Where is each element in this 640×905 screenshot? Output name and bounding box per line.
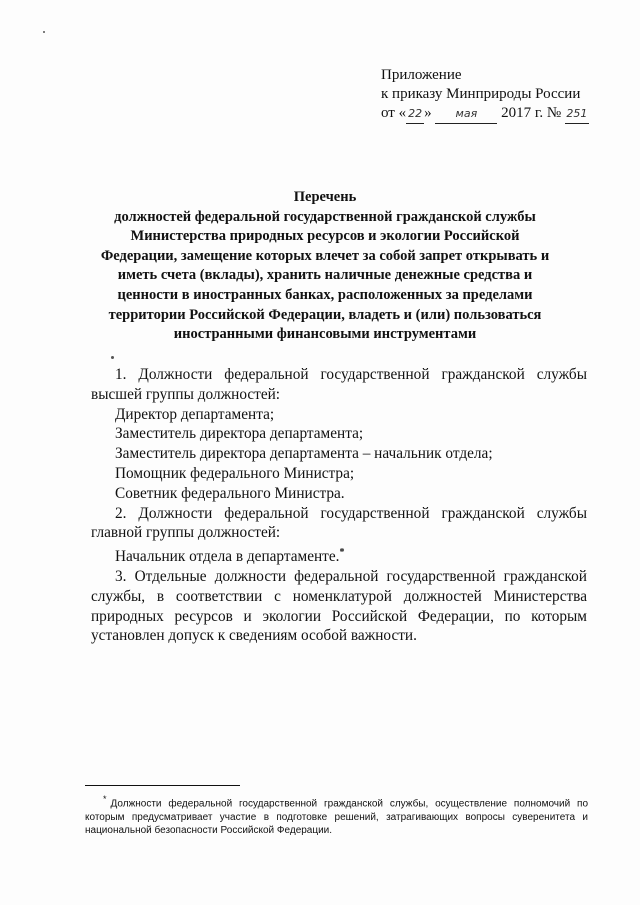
title-heading: Перечень <box>293 189 357 205</box>
document-body <box>91 365 587 646</box>
footnote-line: которым предусматривает участие в подготовке решений, затрагивающих вопросы суверенитета и <box>85 811 588 823</box>
handwritten-number: 251 <box>565 104 589 124</box>
footnote-line: * Должности федеральной государственной гражданской службы, осуществление полномочий по <box>103 794 588 810</box>
appendix-date-line: от « 22 » мая 2017 г. № 251 <box>381 104 589 124</box>
appendix-order-ref: к приказу Минприроды России <box>381 86 581 102</box>
document-title <box>100 188 550 345</box>
item-3-line: природных ресурсов и экологии Российской Федерации, по которым <box>91 607 587 625</box>
list-item: Директор департамента; <box>115 405 275 423</box>
footnote-line: национальной безопасности Российской Федерации. <box>85 825 333 837</box>
appendix-header <box>381 66 589 124</box>
title-text: должностей федеральной государственной гражданской службы Министерства природных ресурсов и экологии Российской Федерации, замещение которых влечет за собой запрет открывать и иметь счета (вклады), хранить наличные денежные средства и ценности в иностранных банках, расположенных за пределами территории Российской Федерации, владеть и (или) пользоваться иностранными финансовыми инструментами <box>100 208 550 343</box>
item-3-line: установлен допуск к сведениям особой важности. <box>91 627 417 645</box>
handwritten-month: мая <box>435 104 497 124</box>
list-item: Заместитель директора департамента; <box>115 425 364 443</box>
item-3-line: 3. Отдельные должности федеральной государственной гражданской <box>115 568 587 586</box>
footnote-mark: * <box>339 547 345 559</box>
list-item: Начальник отдела в департаменте.* <box>115 547 345 566</box>
item-3-line: службы, в соответствии с номенклатурой должностей Министерства <box>91 587 587 605</box>
scan-speck <box>43 31 45 33</box>
scan-speck <box>111 356 114 359</box>
handwritten-day: 22 <box>406 104 424 124</box>
list-item: Советник федерального Министра. <box>115 484 345 502</box>
list-item: Помощник федерального Министра; <box>115 464 355 482</box>
item-2-heading-cont: главной группы должностей: <box>91 524 281 542</box>
item-1-heading-cont: высшей группы должностей: <box>91 385 281 403</box>
list-item: Заместитель директора департамента – начальник отдела; <box>115 445 493 463</box>
footnote <box>85 793 588 838</box>
item-1-heading: 1. Должности федеральной государственной гражданской службы <box>115 366 587 383</box>
appendix-label: Приложение <box>381 67 462 83</box>
footnote-mark: * <box>103 794 107 804</box>
item-2-heading: 2. Должности федеральной государственной гражданской службы <box>115 504 587 522</box>
footnote-separator <box>85 785 240 786</box>
